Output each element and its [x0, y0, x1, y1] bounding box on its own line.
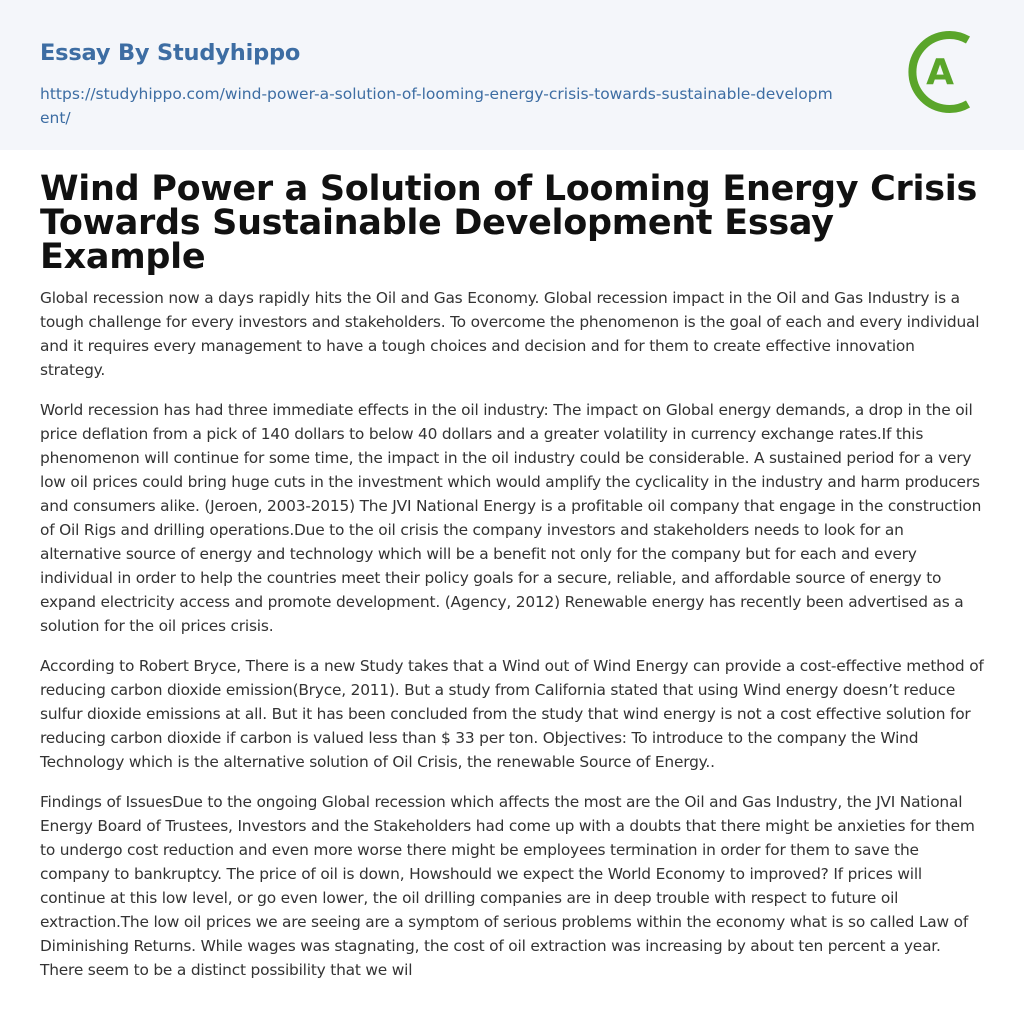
paragraph-2: World recession has had three immediate effects in the oil industry: The impact on Global energy demands, a drop in the oil price deflation from a pick of 140 dollars to below 40 dollars and a greater volatility in currency exchange rates.If this phenomenon will continue for some time, the impact in the oil industry could be considerable. A sustained period for a very low oil prices could bring huge cuts in the investment which would amplify the cyclicality in the industry and harm producers and consumers alike. (Jeroen, 2003-2015) The JVI National Energy is a profitable oil company that engage in the construction of Oil Rigs and drilling operations.Due to the oil crisis the company investors and stakeholders needs to look for an alternative source of energy and technology which will be a benefit not only for the company but for each and every individual in order to help the countries meet their policy goals for a secure, reliable, and affordable source of energy to expand electricity access and promote development. (Agency, 2012) Renewable energy has recently been advertised as a solution for the oil prices crisis. — [40, 401, 982, 635]
source-url-link[interactable]: https://studyhippo.com/wind-power-a-solution-of-looming-energy-crisis-towards-sustainable-development/ — [40, 85, 833, 127]
brand-title[interactable]: Essay By Studyhippo — [40, 40, 301, 66]
logo-ring-icon — [908, 28, 988, 116]
paragraph-4: Findings of IssuesDue to the ongoing Global recession which affects the most are the Oil and Gas Industry, the JVI National Energy Board of Trustees, Investors and the Stakeholders had come up with a doubts that there might be anxieties for them to undergo cost reduction and even more worse there might be employees termination in order for them to save the company to bankruptcy. The price of oil is down, Howshould we expect the World Economy to improved? If prices will continue at this low level, or go even lower, the oil drilling companies are in deep trouble with respect to future oil extraction.The low oil prices we are seeing are a symptom of serious problems within the economy what is so called Law of Diminishing Returns. While wages was stagnating, the cost of oil extraction was increasing by about ten percent a year. There seem to be a distinct possibility that we wil — [40, 793, 975, 979]
logo-letter: A — [926, 52, 954, 93]
site-header — [0, 0, 1024, 150]
page-title: Wind Power a Solution of Looming Energy Crisis Towards Sustainable Development Essay Example — [40, 169, 977, 277]
article — [0, 169, 1024, 982]
studyhippo-logo[interactable] — [908, 28, 988, 116]
paragraph-1: Global recession now a days rapidly hits the Oil and Gas Economy. Global recession impact in the Oil and Gas Industry is a tough challenge for every investors and stakeholders. To overcome the phenomenon is the goal of each and every individual and it requires every management to have a tough choices and decision and for them to create effective innovation strategy. — [40, 289, 980, 379]
paragraph-3: According to Robert Bryce, There is a new Study takes that a Wind out of Wind Energy can provide a cost-effective method of reducing carbon dioxide emission(Bryce, 2011). But a study from California stated that using Wind energy doesn’t reduce sulfur dioxide emissions at all. But it has been concluded from the study that wind energy is not a cost effective solution for reducing carbon dioxide if carbon is valued less than $ 33 per ton. Objectives: To introduce to the company the Wind Technology which is the alternative solution of Oil Crisis, the renewable Source of Energy.. — [40, 657, 984, 771]
